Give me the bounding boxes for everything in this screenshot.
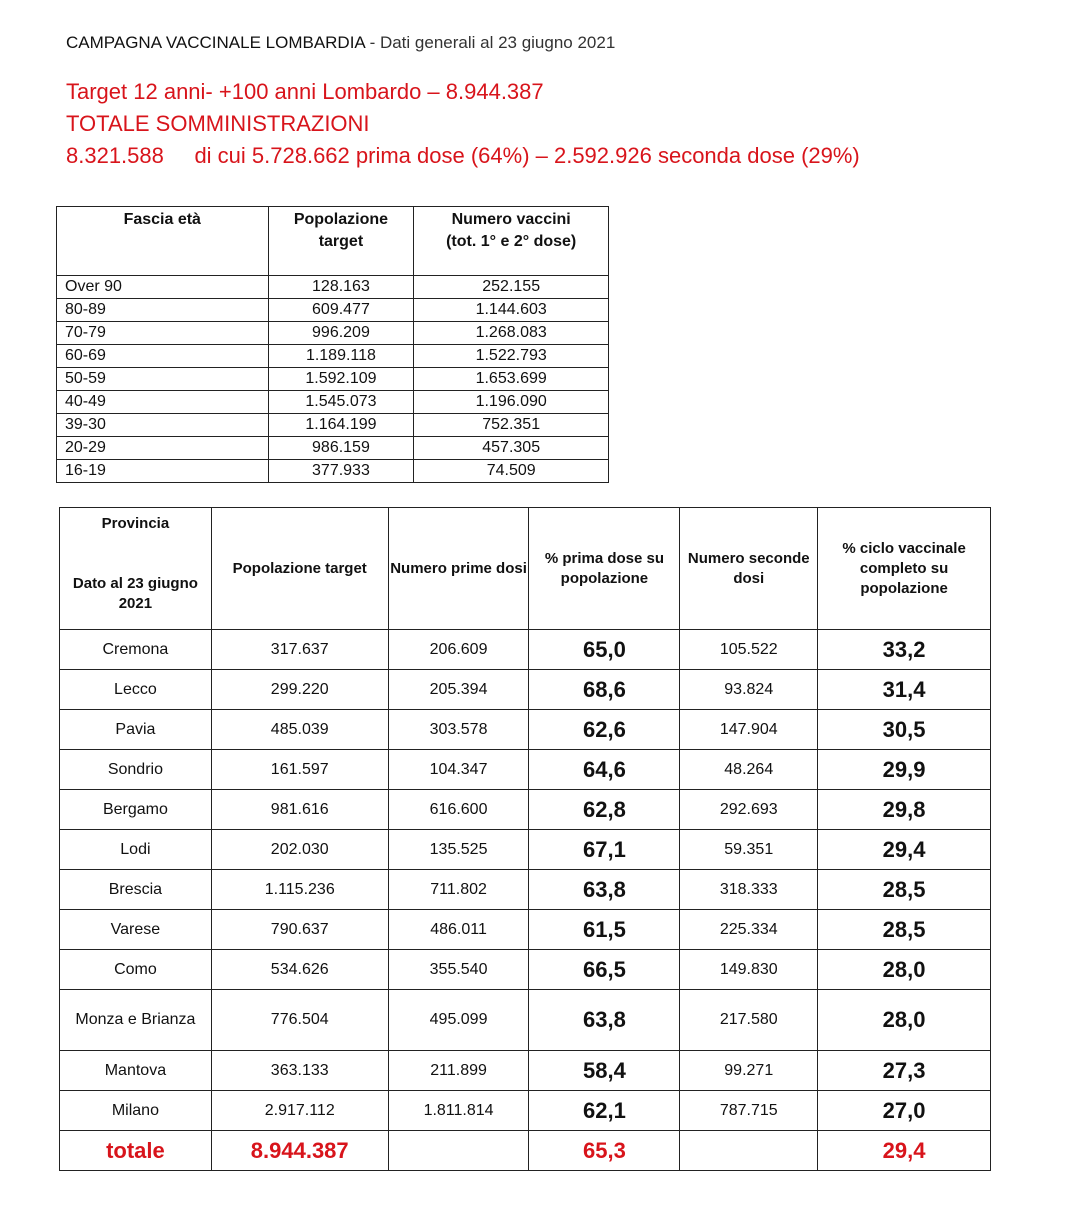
second-doses-cell: 99.271 bbox=[680, 1051, 818, 1091]
population-cell: 1.592.109 bbox=[268, 368, 414, 391]
first-doses-cell: 211.899 bbox=[388, 1051, 529, 1091]
complete-cycle-pct-cell: 31,4 bbox=[818, 670, 991, 710]
province-total-row bbox=[60, 1131, 991, 1171]
province-row bbox=[60, 1091, 991, 1131]
province-name-cell: Lecco bbox=[60, 670, 212, 710]
complete-cycle-pct-cell: 30,5 bbox=[818, 710, 991, 750]
header-population-target: Popolazione target bbox=[211, 508, 388, 630]
total-first-dose-pct-cell: 65,3 bbox=[529, 1131, 680, 1171]
vaccines-cell: 1.144.603 bbox=[414, 299, 609, 322]
vaccines-cell: 74.509 bbox=[414, 460, 609, 483]
age-header-band: Fascia età bbox=[57, 207, 269, 276]
age-band-cell: 50-59 bbox=[57, 368, 269, 391]
age-table-header-row bbox=[57, 207, 609, 276]
population-target-cell: 299.220 bbox=[211, 670, 388, 710]
first-doses-cell: 495.099 bbox=[388, 990, 529, 1051]
province-row bbox=[60, 670, 991, 710]
first-dose-pct-cell: 64,6 bbox=[529, 750, 680, 790]
second-doses-cell: 48.264 bbox=[680, 750, 818, 790]
first-dose-pct-cell: 63,8 bbox=[529, 990, 680, 1051]
province-name-cell: Sondrio bbox=[60, 750, 212, 790]
province-row bbox=[60, 950, 991, 990]
heading-separator: - bbox=[364, 33, 380, 52]
province-row bbox=[60, 830, 991, 870]
province-table bbox=[59, 507, 991, 1171]
second-doses-cell: 105.522 bbox=[680, 630, 818, 670]
age-header-population: Popolazione target bbox=[268, 207, 414, 276]
totals-label: TOTALE SOMMINISTRAZIONI bbox=[66, 111, 370, 136]
population-target-cell: 2.917.112 bbox=[211, 1091, 388, 1131]
province-row bbox=[60, 710, 991, 750]
second-doses-cell: 93.824 bbox=[680, 670, 818, 710]
second-doses-cell: 225.334 bbox=[680, 910, 818, 950]
population-cell: 377.933 bbox=[268, 460, 414, 483]
second-doses-cell: 149.830 bbox=[680, 950, 818, 990]
totals-value: 8.321.588 bbox=[66, 143, 164, 168]
first-doses-cell: 486.011 bbox=[388, 910, 529, 950]
second-doses-cell: 217.580 bbox=[680, 990, 818, 1051]
population-target-cell: 1.115.236 bbox=[211, 870, 388, 910]
document-title: CAMPAGNA VACCINALE LOMBARDIA bbox=[66, 33, 365, 52]
age-table-row bbox=[57, 437, 609, 460]
total-province-name-cell: totale bbox=[60, 1131, 212, 1171]
complete-cycle-pct-cell: 33,2 bbox=[818, 630, 991, 670]
complete-cycle-pct-cell: 28,0 bbox=[818, 990, 991, 1051]
province-row bbox=[60, 790, 991, 830]
first-dose-pct-cell: 68,6 bbox=[529, 670, 680, 710]
population-target-cell: 363.133 bbox=[211, 1051, 388, 1091]
province-name-cell: Brescia bbox=[60, 870, 212, 910]
population-cell: 1.189.118 bbox=[268, 345, 414, 368]
first-doses-cell: 616.600 bbox=[388, 790, 529, 830]
population-cell: 996.209 bbox=[268, 322, 414, 345]
age-table-row bbox=[57, 345, 609, 368]
header-first-doses: Numero prime dosi bbox=[388, 508, 529, 630]
document-subtitle: Dati generali al 23 giugno 2021 bbox=[379, 33, 616, 52]
totals-line bbox=[66, 140, 860, 172]
first-dose-pct-cell: 62,6 bbox=[529, 710, 680, 750]
age-band-table bbox=[56, 206, 609, 483]
first-dose-pct-cell: 63,8 bbox=[529, 870, 680, 910]
first-dose-pct-cell: 62,1 bbox=[529, 1091, 680, 1131]
age-table-row bbox=[57, 414, 609, 437]
first-dose-pct-cell: 58,4 bbox=[529, 1051, 680, 1091]
population-cell: 609.477 bbox=[268, 299, 414, 322]
first-doses-cell: 206.609 bbox=[388, 630, 529, 670]
first-doses-cell: 104.347 bbox=[388, 750, 529, 790]
population-target-cell: 317.637 bbox=[211, 630, 388, 670]
age-band-cell: 70-79 bbox=[57, 322, 269, 345]
population-target-cell: 202.030 bbox=[211, 830, 388, 870]
total-population-target-cell: 8.944.387 bbox=[211, 1131, 388, 1171]
population-target-cell: 981.616 bbox=[211, 790, 388, 830]
population-target-cell: 161.597 bbox=[211, 750, 388, 790]
first-doses-cell: 303.578 bbox=[388, 710, 529, 750]
header-second-doses: Numero seconde dosi bbox=[680, 508, 818, 630]
second-doses-cell: 292.693 bbox=[680, 790, 818, 830]
vaccines-cell: 1.196.090 bbox=[414, 391, 609, 414]
complete-cycle-pct-cell: 29,4 bbox=[818, 830, 991, 870]
age-table-row bbox=[57, 299, 609, 322]
first-dose-pct-cell: 67,1 bbox=[529, 830, 680, 870]
province-name-cell: Monza e Brianza bbox=[60, 990, 212, 1051]
total-complete-cycle-pct-cell: 29,4 bbox=[818, 1131, 991, 1171]
summary-block bbox=[66, 76, 860, 172]
province-row bbox=[60, 990, 991, 1051]
header-first-dose-pct: % prima dose su popolazione bbox=[529, 508, 680, 630]
vaccines-cell: 1.268.083 bbox=[414, 322, 609, 345]
document-heading bbox=[66, 33, 615, 53]
vaccines-cell: 457.305 bbox=[414, 437, 609, 460]
complete-cycle-pct-cell: 28,5 bbox=[818, 870, 991, 910]
total-second-doses-cell bbox=[680, 1131, 818, 1171]
province-row bbox=[60, 750, 991, 790]
age-table-row bbox=[57, 460, 609, 483]
province-row bbox=[60, 630, 991, 670]
population-target-cell: 534.626 bbox=[211, 950, 388, 990]
complete-cycle-pct-cell: 29,8 bbox=[818, 790, 991, 830]
population-cell: 128.163 bbox=[268, 276, 414, 299]
age-table-row bbox=[57, 391, 609, 414]
province-row bbox=[60, 1051, 991, 1091]
complete-cycle-pct-cell: 29,9 bbox=[818, 750, 991, 790]
province-header: Provincia Dato al 23 giugno 2021 bbox=[60, 508, 212, 630]
province-name-cell: Cremona bbox=[60, 630, 212, 670]
population-cell: 1.164.199 bbox=[268, 414, 414, 437]
totals-detail: di cui 5.728.662 prima dose (64%) – 2.592.926 seconda dose (29%) bbox=[194, 143, 860, 168]
province-name-cell: Mantova bbox=[60, 1051, 212, 1091]
age-band-cell: Over 90 bbox=[57, 276, 269, 299]
second-doses-cell: 147.904 bbox=[680, 710, 818, 750]
target-line: Target 12 anni- +100 anni Lombardo – 8.944.387 bbox=[66, 79, 544, 104]
vaccines-cell: 252.155 bbox=[414, 276, 609, 299]
population-target-cell: 776.504 bbox=[211, 990, 388, 1051]
complete-cycle-pct-cell: 27,0 bbox=[818, 1091, 991, 1131]
first-doses-cell: 1.811.814 bbox=[388, 1091, 529, 1131]
age-band-cell: 60-69 bbox=[57, 345, 269, 368]
province-name-cell: Varese bbox=[60, 910, 212, 950]
age-table-row bbox=[57, 368, 609, 391]
second-doses-cell: 787.715 bbox=[680, 1091, 818, 1131]
province-name-cell: Como bbox=[60, 950, 212, 990]
age-band-cell: 80-89 bbox=[57, 299, 269, 322]
population-cell: 1.545.073 bbox=[268, 391, 414, 414]
age-header-vaccines: Numero vaccini (tot. 1° e 2° dose) bbox=[414, 207, 609, 276]
age-band-cell: 40-49 bbox=[57, 391, 269, 414]
second-doses-cell: 318.333 bbox=[680, 870, 818, 910]
age-band-cell: 20-29 bbox=[57, 437, 269, 460]
first-dose-pct-cell: 62,8 bbox=[529, 790, 680, 830]
first-doses-cell: 135.525 bbox=[388, 830, 529, 870]
population-target-cell: 790.637 bbox=[211, 910, 388, 950]
province-row bbox=[60, 910, 991, 950]
first-doses-cell: 205.394 bbox=[388, 670, 529, 710]
total-first-doses-cell bbox=[388, 1131, 529, 1171]
province-name-cell: Pavia bbox=[60, 710, 212, 750]
vaccines-cell: 1.653.699 bbox=[414, 368, 609, 391]
header-complete-cycle-pct: % ciclo vaccinale completo su popolazione bbox=[818, 508, 991, 630]
complete-cycle-pct-cell: 28,0 bbox=[818, 950, 991, 990]
complete-cycle-pct-cell: 27,3 bbox=[818, 1051, 991, 1091]
complete-cycle-pct-cell: 28,5 bbox=[818, 910, 991, 950]
age-table-row bbox=[57, 322, 609, 345]
first-dose-pct-cell: 65,0 bbox=[529, 630, 680, 670]
first-doses-cell: 355.540 bbox=[388, 950, 529, 990]
first-doses-cell: 711.802 bbox=[388, 870, 529, 910]
province-row bbox=[60, 870, 991, 910]
province-table-header-row bbox=[60, 508, 991, 630]
vaccines-cell: 1.522.793 bbox=[414, 345, 609, 368]
province-name-cell: Milano bbox=[60, 1091, 212, 1131]
age-table-row bbox=[57, 276, 609, 299]
population-target-cell: 485.039 bbox=[211, 710, 388, 750]
second-doses-cell: 59.351 bbox=[680, 830, 818, 870]
age-band-cell: 16-19 bbox=[57, 460, 269, 483]
first-dose-pct-cell: 66,5 bbox=[529, 950, 680, 990]
vaccines-cell: 752.351 bbox=[414, 414, 609, 437]
age-band-cell: 39-30 bbox=[57, 414, 269, 437]
province-name-cell: Bergamo bbox=[60, 790, 212, 830]
first-dose-pct-cell: 61,5 bbox=[529, 910, 680, 950]
province-name-cell: Lodi bbox=[60, 830, 212, 870]
population-cell: 986.159 bbox=[268, 437, 414, 460]
